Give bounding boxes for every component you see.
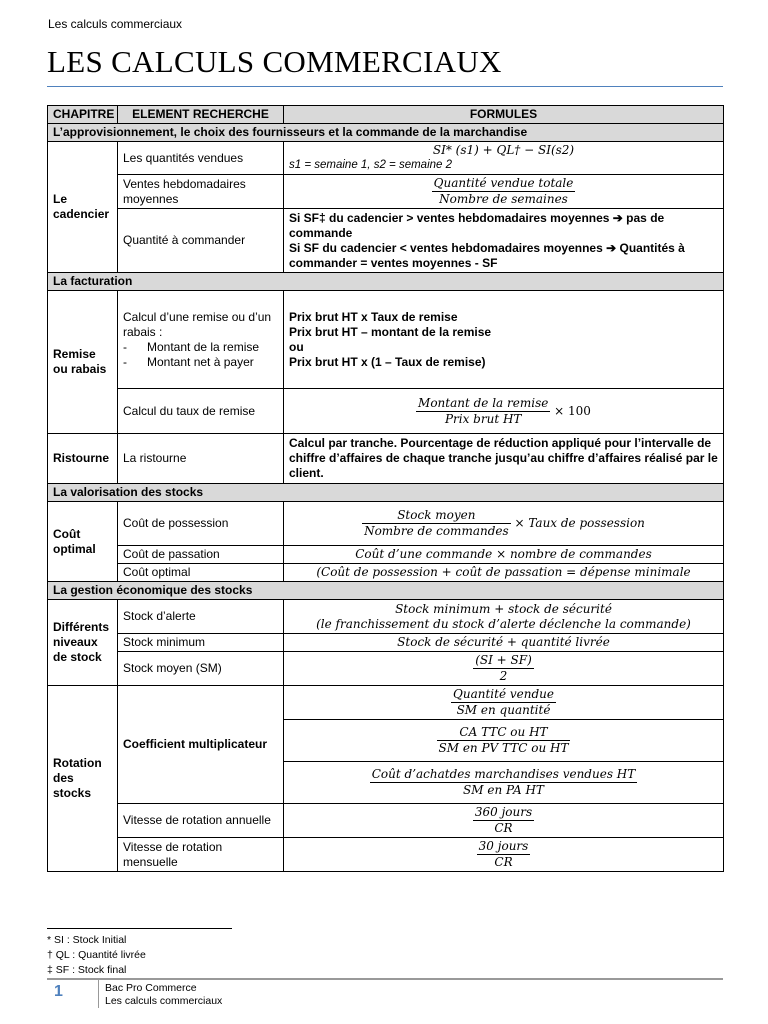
element-ventes-hebdo: Ventes hebdomadaires moyennes <box>118 175 284 209</box>
formula-quantite-a-commander: Si SF‡ du cadencier > ventes hebdomadaires moyennes ➔ pas de commande Si SF du cadencier < ventes hebdomadaires moyennes ➔ Quantités à commander = ventes moyennes - SF <box>284 209 724 273</box>
element-vitesse-mensuelle: Vitesse de rotation mensuelle <box>118 838 284 872</box>
list-item: - Montant net à payer <box>123 355 278 370</box>
formula-stock-alerte: Stock minimum + stock de sécurité (le franchissement du stock d’alerte déclenche la commande) <box>284 600 724 634</box>
page-title: LES CALCULS COMMERCIAUX <box>47 44 502 79</box>
footer-text: Bac Pro Commerce Les calculs commerciaux <box>105 982 223 1007</box>
chapter-cadencier: Le cadencier <box>48 142 118 273</box>
table-header-row <box>48 106 724 124</box>
section-valorisation: La valorisation des stocks <box>48 484 724 502</box>
element-cout-possession: Coût de possession <box>118 502 284 546</box>
running-header: Les calculs commerciaux <box>48 17 183 31</box>
formula-coef-ca: $\frac{\text{CA TTC ou HT}}{\text{SM en PV TTC ou HT}}$ <box>284 720 724 762</box>
element-quantites-vendues: Les quantités vendues <box>118 142 284 175</box>
formula-taux-remise: $\frac{\text{Montant de la remise}}{\text{Prix brut HT}}$ × 100 <box>284 389 724 434</box>
formulas-table <box>47 105 724 872</box>
formula-ventes-hebdo: $\frac{\text{Quantité vendue totale}}{\text{Nombre de semaines}}$ <box>284 175 724 209</box>
section-approvisionnement: L’approvisionnement, le choix des fournisseurs et la commande de la marchandise <box>48 124 724 142</box>
element-ristourne: La ristourne <box>118 434 284 484</box>
formula-quantites-vendues: SI* (s1) + QL† − SI(s2) s1 = semaine 1, s2 = semaine 2 <box>284 142 724 175</box>
footnote-sf: ‡ SF : Stock final <box>47 964 127 976</box>
section-facturation: La facturation <box>48 273 724 291</box>
formula-cout-possession: $\frac{\text{Stock moyen}}{\text{Nombre de commandes}}$ × Taux de possession <box>284 502 724 546</box>
element-calcul-remise: Calcul d’une remise ou d’un rabais : - Montant de la remise - Montant net à payer <box>118 291 284 389</box>
formula-cout-optimal: (Coût de possession + coût de passation = dépense minimale <box>284 564 724 582</box>
section-gestion: La gestion économique des stocks <box>48 582 724 600</box>
formula-stock-moyen: $\frac{(SI + SF)}{2}$ <box>284 652 724 686</box>
element-vitesse-annuelle: Vitesse de rotation annuelle <box>118 804 284 838</box>
chapter-remise: Remise ou rabais <box>48 291 118 434</box>
element-cout-optimal: Coût optimal <box>118 564 284 582</box>
footnote-separator <box>47 928 232 929</box>
col-header-chapitre: CHAPITRE <box>48 106 118 124</box>
formula-calcul-remise: Prix brut HT x Taux de remise Prix brut HT – montant de la remise ou Prix brut HT x (1 – Taux de remise) <box>284 291 724 389</box>
chapter-cout-optimal: Coût optimal <box>48 502 118 582</box>
formula-stock-minimum: Stock de sécurité + quantité livrée <box>284 634 724 652</box>
element-stock-alerte: Stock d’alerte <box>118 600 284 634</box>
formula-vitesse-annuelle: $\frac{\text{360 jours}}{CR}$ <box>284 804 724 838</box>
footer-divider <box>98 980 99 1008</box>
col-header-element: ELEMENT RECHERCHE <box>118 106 284 124</box>
col-header-formules: FORMULES <box>284 106 724 124</box>
chapter-ristourne: Ristourne <box>48 434 118 484</box>
title-underline <box>47 86 723 87</box>
element-taux-remise: Calcul du taux de remise <box>118 389 284 434</box>
element-stock-moyen: Stock moyen (SM) <box>118 652 284 686</box>
chapter-niveaux-stock: Différents niveaux de stock <box>48 600 118 686</box>
element-cout-passation: Coût de passation <box>118 546 284 564</box>
formula-ristourne: Calcul par tranche. Pourcentage de réduction appliqué pour l’intervalle de chiffre d’affaires de chaque tranche jusqu’au chiffre d’affaires réalisé par le client. <box>284 434 724 484</box>
formula-coef-quantite: $\frac{\text{Quantité vendue}}{\text{SM en quantité}}$ <box>284 686 724 720</box>
element-stock-minimum: Stock minimum <box>118 634 284 652</box>
element-quantite-a-commander: Quantité à commander <box>118 209 284 273</box>
formula-cout-passation: Coût d’une commande × nombre de commandes <box>284 546 724 564</box>
chapter-rotation: Rotation des stocks <box>48 686 118 872</box>
page-number: 1 <box>54 983 63 1000</box>
footnote-si: * SI : Stock Initial <box>47 934 127 946</box>
list-item: - Montant de la remise <box>123 340 278 355</box>
element-coefficient: Coefficient multiplicateur <box>118 686 284 804</box>
formula-coef-cout-achat: $\frac{\text{Coût d’achatdes marchandises vendues HT}}{\text{SM en PA HT}}$ <box>284 762 724 804</box>
footnote-ql: † QL : Quantité livrée <box>47 949 146 961</box>
footer-rule <box>47 978 723 980</box>
formula-vitesse-mensuelle: $\frac{\text{30 jours}}{CR}$ <box>284 838 724 872</box>
